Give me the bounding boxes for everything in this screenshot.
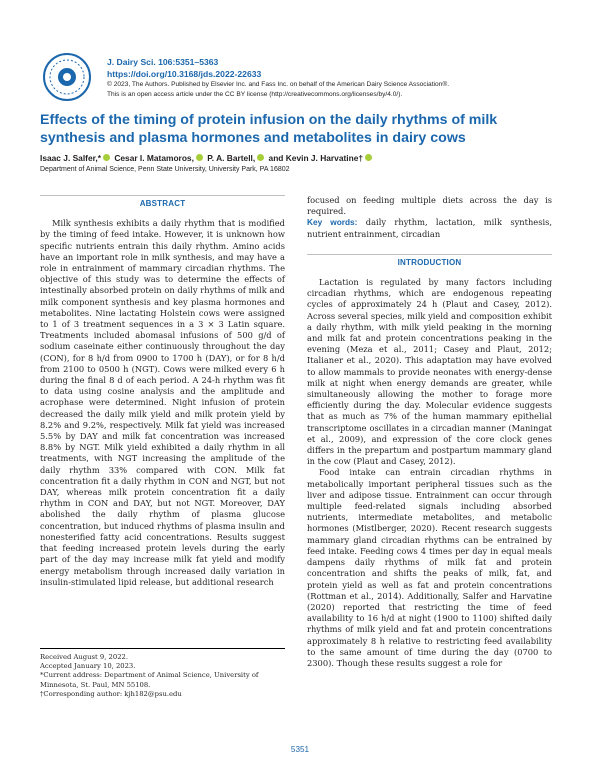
- page-number: 5351: [290, 745, 310, 754]
- abstract-heading: ABSTRACT: [40, 195, 285, 209]
- author-list: [40, 153, 570, 164]
- author-name: P. A. Bartell,: [207, 153, 256, 163]
- author-name: Cesar I. Matamoros,: [114, 153, 194, 163]
- accepted-date: Accepted January 10, 2023.: [40, 662, 136, 671]
- abstract-continuation: focused on feeding multiple diets across the day is required.: [307, 195, 552, 217]
- footnotes: [40, 648, 285, 699]
- intro-paragraph: Lactation is regulated by many factors including circadian rhythms, which are endogenous repeating cycles of approximately 24 h (Plaut and Casey, 2012). Across several species, milk yield and composition exhibit a daily rhythm, with milk yield peaking in the morning and milk fat and protein concentrations peaking in the evening (Meza et al., 2011; Casey and Plaut, 2012; Italianer et al., 2020). This adaptation may have evolved to allow mammals to provide neonates with energy-dense milk at night when energy demands are greater, while simultaneously allowing the mother to forage more efficiently during the day. Molecular evidence suggests that as much as 7% of the human mammary epithelial transcriptome oscillates in a circadian manner (Maningat et al., 2009), and expression of the core clock genes differs in the prepartum and postpartum mammary gland in the cow (Plaut and Casey, 2012).: [307, 277, 552, 467]
- orcid-icon[interactable]: [196, 154, 203, 161]
- author-name: Isaac J. Salfer,*: [40, 153, 101, 163]
- article-title: Effects of the timing of protein infusion on the daily rhythms of milk synthesis and plasma hormones and metabolites in dairy cows: [40, 112, 498, 146]
- current-address: *Current address: Department of Animal Science, University of Minnesota, St. Paul, MN 55108.: [40, 671, 259, 689]
- affiliation: Department of Animal Science, Penn State University, University Park, PA 16802: [40, 166, 290, 173]
- journal-header: [42, 52, 562, 112]
- abstract-text: Milk synthesis exhibits a daily rhythm that is modified by the timing of feed intake. However, it is unknown how specific nutrients entrain this daily rhythm. Amino acids have an important role in milk synthesis, and may have a role in entrainment of mammary circadian rhythms. The objective of this study was to determine the effects of intestinally absorbed protein on daily rhythms of milk and milk component synthesis and key plasma hormones and metabolites. Nine lactating Holstein cows were assigned to 1 of 3 treatment sequences in a 3 × 3 Latin square. Treatments included abomasal infusions of 500 g/d of sodium caseinate either continuously throughout the day (CON), for 8 h/d from 0900 to 1700 h (DAY), or for 8 h/d from 2100 to 0500 h (NGT). Cows were milked every 6 h during the final 8 d of each period. A 24-h rhythm was fit to data using cosine analysis and the amplitude and acrophase were determined. Night infusion of protein decreased the daily milk yield and milk protein yield by 8.2% and 9.2%, respectively. Milk fat yield was increased 5.5% by DAY and milk fat concentration was increased 8.8% by NGT. Milk yield exhibited a daily rhythm in all treatments, with NGT increasing the amplitude of the daily rhythm 33% compared with CON. Milk fat concentration fit a daily rhythm in CON and NGT, but not DAY, whereas milk protein concentration fit a daily rhythm in CON and DAY, but not NGT. Moreover, DAY abolished the daily rhythm of plasma glucose concentration, but induced rhythms of plasma insulin and nonesterified fatty acid concentrations. Results suggest that feeding increased protein levels during the early part of the day may increase milk fat yield and modify energy metabolism through increased daily variation in insulin-stimulated lipid release, but additional research: [40, 218, 285, 587]
- right-column: [307, 195, 552, 669]
- journal-citation: J. Dairy Sci. 106:5351–5363: [107, 57, 219, 67]
- journal-logo-icon: [42, 52, 92, 102]
- keywords-text: daily rhythm, lactation, milk synthesis, nutrient entrainment, circadian: [307, 217, 552, 239]
- license-notice: This is an open access article under the CC BY license (http://creativecommons.org/licenses/by/4.0/).: [107, 91, 403, 98]
- orcid-icon[interactable]: [103, 154, 110, 161]
- copyright-notice: © 2023, The Authors. Published by Elsevier Inc. and Fass Inc. on behalf of the American Dairy Science Association®.: [107, 81, 450, 88]
- keywords: [307, 217, 552, 239]
- author-name: and Kevin J. Harvatine†: [268, 153, 364, 163]
- keywords-label: Key words:: [307, 217, 358, 228]
- orcid-icon[interactable]: [257, 154, 264, 161]
- received-date: Received August 9, 2022.: [40, 653, 129, 661]
- orcid-icon[interactable]: [365, 154, 372, 161]
- corresponding-author: †Corresponding author: kjh182@psu.edu: [40, 689, 182, 698]
- left-column: [40, 195, 285, 588]
- intro-paragraph: Food intake can entrain circadian rhythms in metabolically important peripheral tissues such as the liver and adipose tissue. Entrainment can occur through multiple feed-related signals including absorbed nutrients, intermediate metabolites, and metabolic hormones (Mistlberger, 2020). Recent research suggests mammary gland circadian rhythms can be entrained by feed intake. Feeding cows 4 times per day in equal meals dampens daily rhythms of milk fat and protein concentration and shifts the peaks of milk, fat, and protein yield as well as fat and protein concentrations (Rottman et al., 2014). Additionally, Salfer and Harvatine (2020) reported that restricting the time of feed availability to 16 h/d at night (1900 to 1100) shifted daily rhythms of milk yield and fat and protein concentrations approximately 8 h relative to restricting feed availability to the same amount of time during the day (0700 to 2300). Though these results suggest a role for: [307, 467, 552, 668]
- introduction-heading: INTRODUCTION: [307, 254, 552, 268]
- doi-link[interactable]: https://doi.org/10.3168/jds.2022-22633: [107, 69, 262, 79]
